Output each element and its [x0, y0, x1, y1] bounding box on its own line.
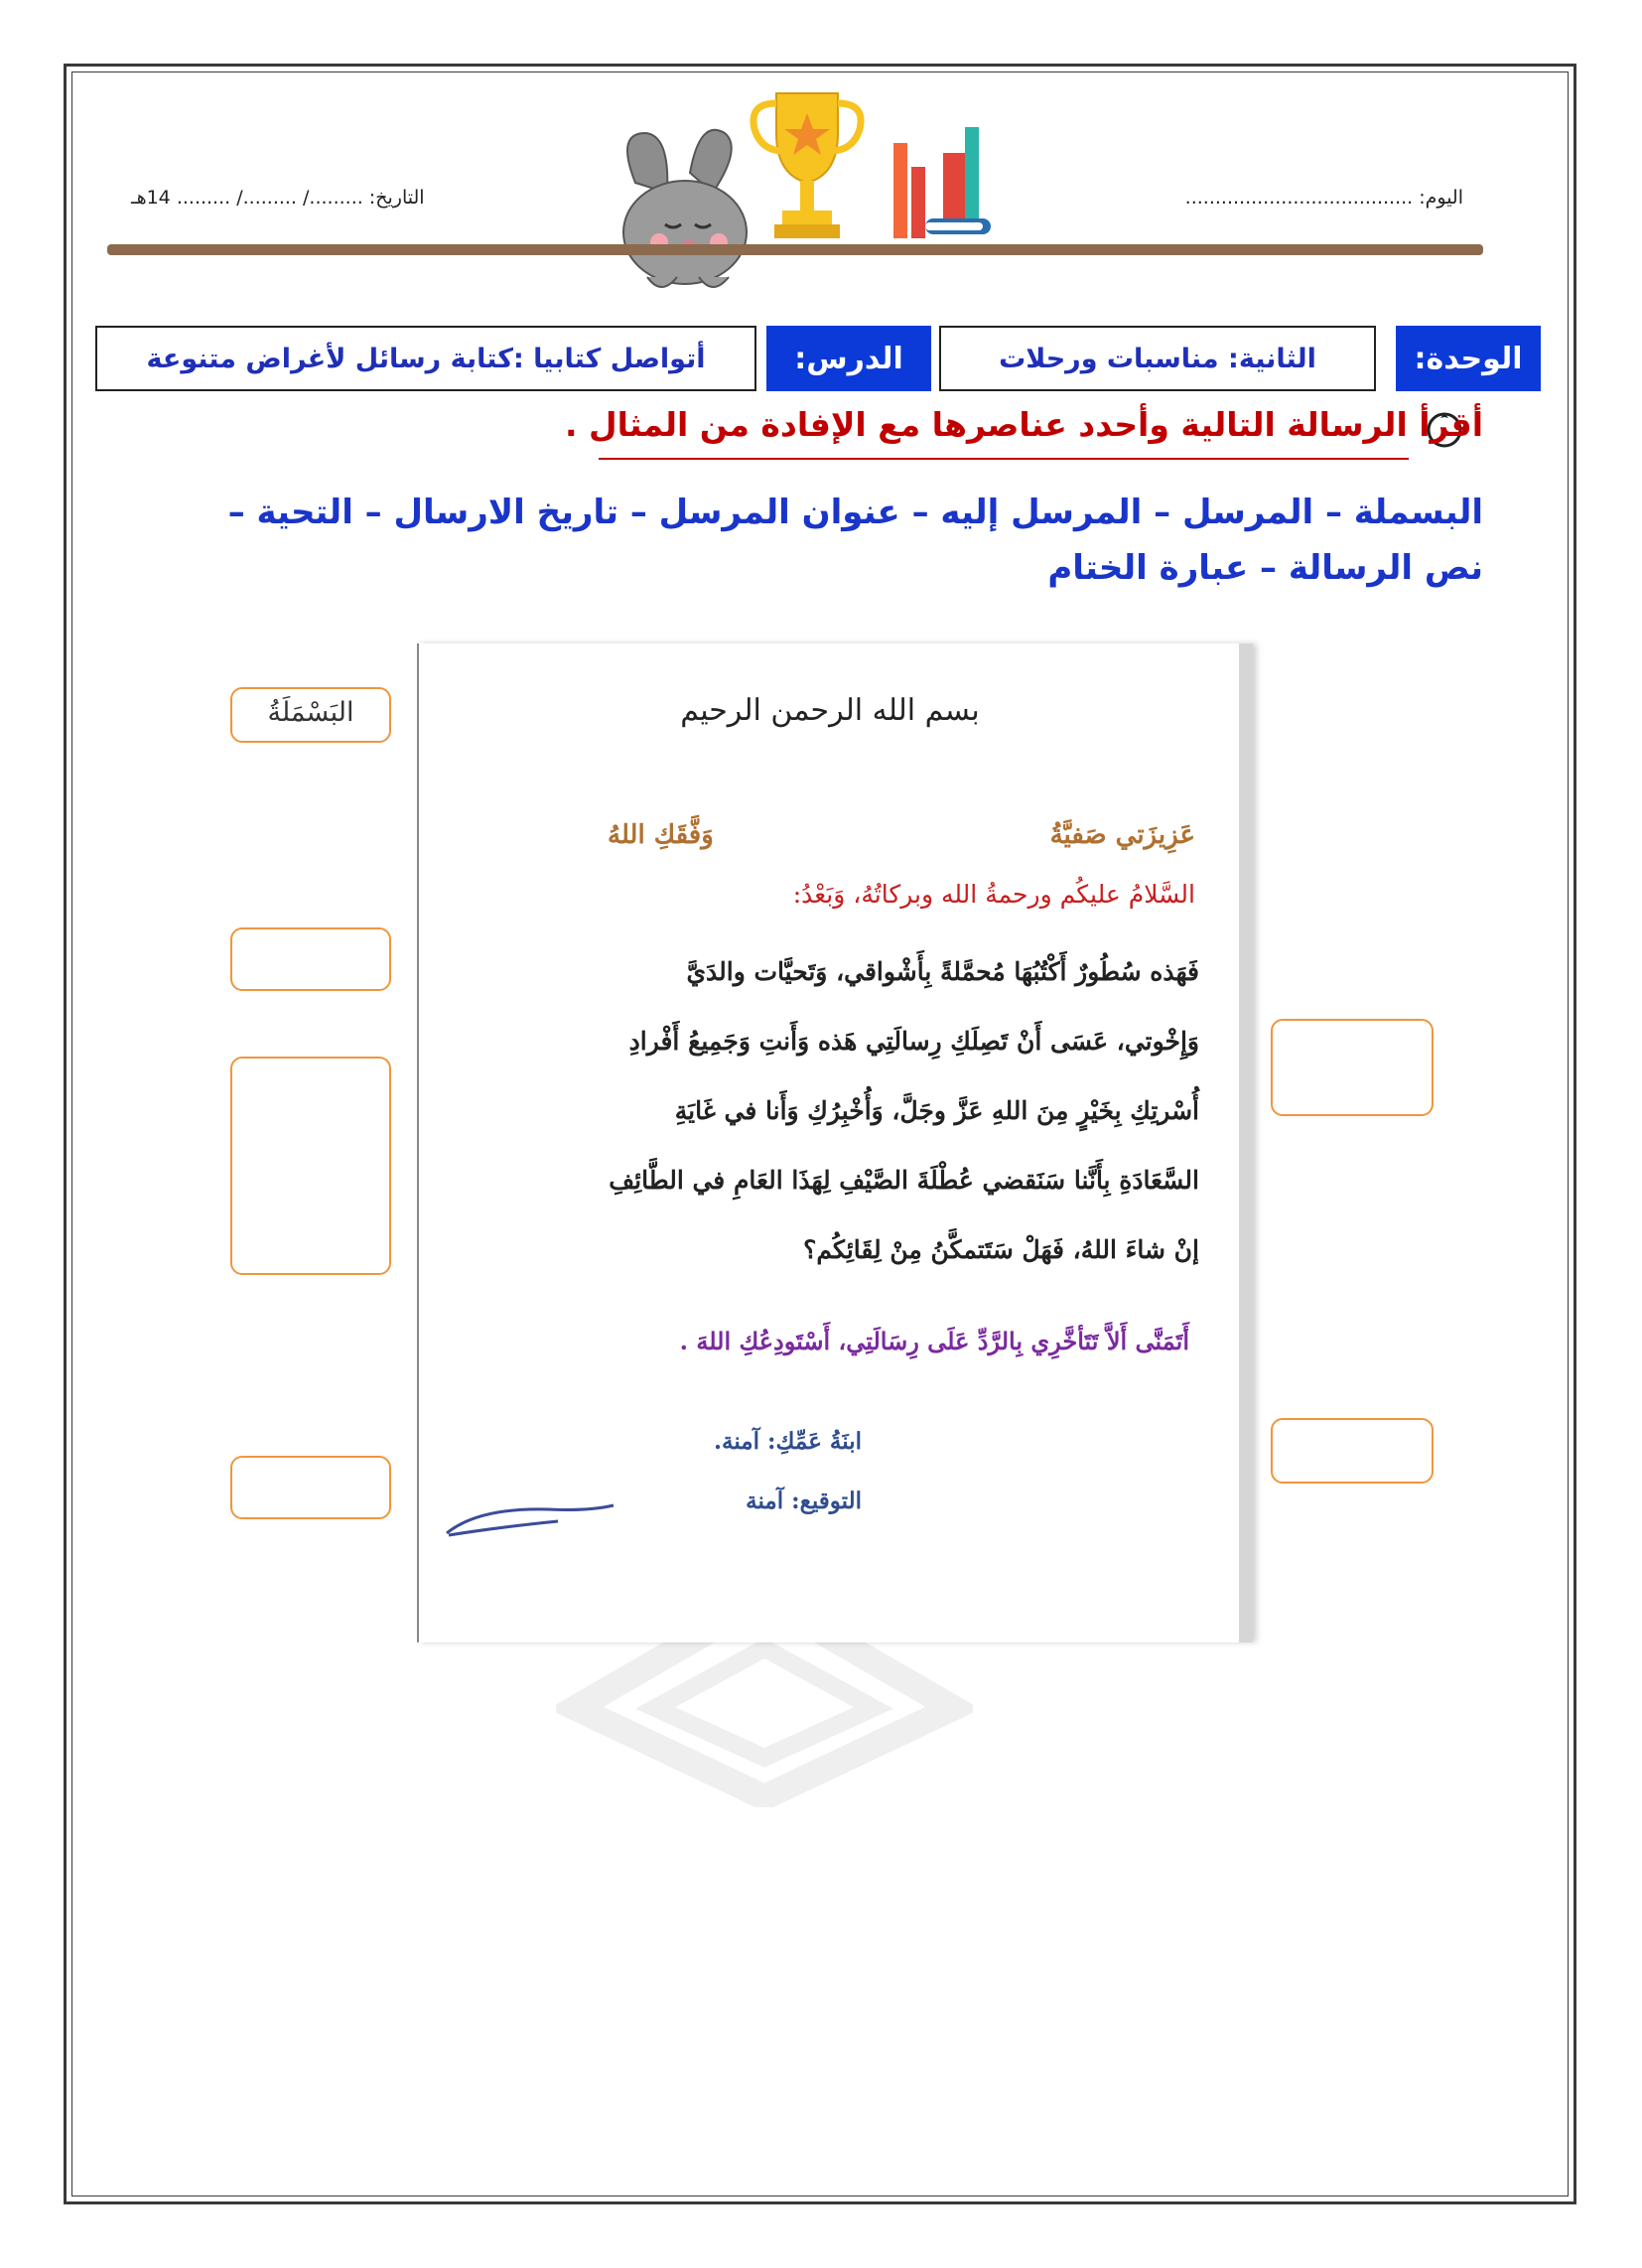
bunny-trophy-books-illustration — [596, 73, 1013, 302]
label-box-body[interactable] — [230, 1057, 391, 1275]
unit-label: الوحدة: — [1396, 326, 1541, 391]
date-field: التاريخ: ........./ ........./ ......... 14هـ — [131, 187, 425, 209]
letter-recipient: عَزِيزَتي صَفيَّةُ — [1049, 820, 1195, 850]
trophy-icon — [753, 93, 861, 238]
task-question: أقرأ الرسالة التالية وأحدد عناصرها مع الإفادة من المثال . — [564, 405, 1483, 444]
letter-body-line-1: فَهَذه سُطُورٌ أَكْتُبُهَا مُحمَّلةً بِأَشْواقي، وَتَحيَّات والدَيَّ — [686, 957, 1199, 986]
header-shelf-line — [107, 244, 1483, 255]
question-underline — [599, 458, 1409, 460]
elements-line-2: نص الرسالة – عبارة الختام — [1047, 548, 1483, 588]
letter-elements-list — [228, 485, 1483, 596]
elements-line-1: البسملة – المرسل – المرسل إليه – عنوان المرسل – تاريخ الارسال – التحية – — [227, 493, 1483, 532]
lesson-label: الدرس: — [766, 326, 931, 391]
books-icon — [893, 127, 991, 238]
letter-basmala: بسم الله الرحمن الرحيم — [680, 693, 980, 728]
bunny-icon — [623, 130, 747, 287]
signature-scribble — [439, 1488, 617, 1547]
label-box-closing[interactable] — [1271, 1418, 1434, 1484]
letter-signature: التوقيع: آمنة — [746, 1488, 862, 1514]
letter-closing: أَتَمَنَّى أَلاَّ تَتَأخَّرِي بِالرَّدِّ عَلَى رِسَالَتِي، أَسْتَودِعُكِ اللهَ . — [679, 1327, 1189, 1355]
letter-sheet — [417, 643, 1253, 1642]
letter-body-line-3: أُسْرتِكِ بِخَيْرٍ مِنَ اللهِ عَزَّ وجَلَّ، وَأُخْبِرُكِ وَأَنا في غَايَةِ — [674, 1096, 1199, 1125]
day-field: اليوم: ...................................... — [1184, 187, 1463, 209]
label-box-recipient[interactable] — [1271, 1019, 1434, 1116]
letter-prayer: وَفَّقَكِ اللهُ — [608, 820, 714, 850]
label-box-basmala[interactable] — [230, 687, 391, 743]
letter-body-line-5: إنْ شاءَ اللهُ، فَهَلْ سَتَتمكَّنُ مِنْ لِقَائِكُم؟ — [803, 1235, 1199, 1264]
letter-body-line-4: السَّعَادَةِ بِأَنَّنا سَنَقضي عُطْلَةَ الصَّيْفِ لِهَذَا العَامِ في الطَّائِفِ — [609, 1166, 1199, 1195]
letter-sender: ابنَةُ عَمِّكِ: آمنة. — [714, 1428, 862, 1455]
letter-greeting: السَّلامُ عليكُم ورحمةُ الله وبركاتُهُ، وَبَعْدُ: — [792, 880, 1195, 909]
lesson-value: أتواصل كتابيا :كتابة رسائل لأغراض متنوعة — [95, 326, 756, 391]
label-example-answer: البَسْمَلَةُ — [267, 697, 354, 728]
letter-body-line-2: وَإِخْوتي، عَسَى أَنْ تَصِلَكِ رِسالَتِي هَذه وَأَنتِ وَجَمِيعُ أَفْرادِ — [628, 1027, 1199, 1056]
unit-value: الثانية: مناسبات ورحلات — [939, 326, 1376, 391]
label-box-greeting[interactable] — [230, 927, 391, 991]
label-box-sender[interactable] — [230, 1456, 391, 1519]
